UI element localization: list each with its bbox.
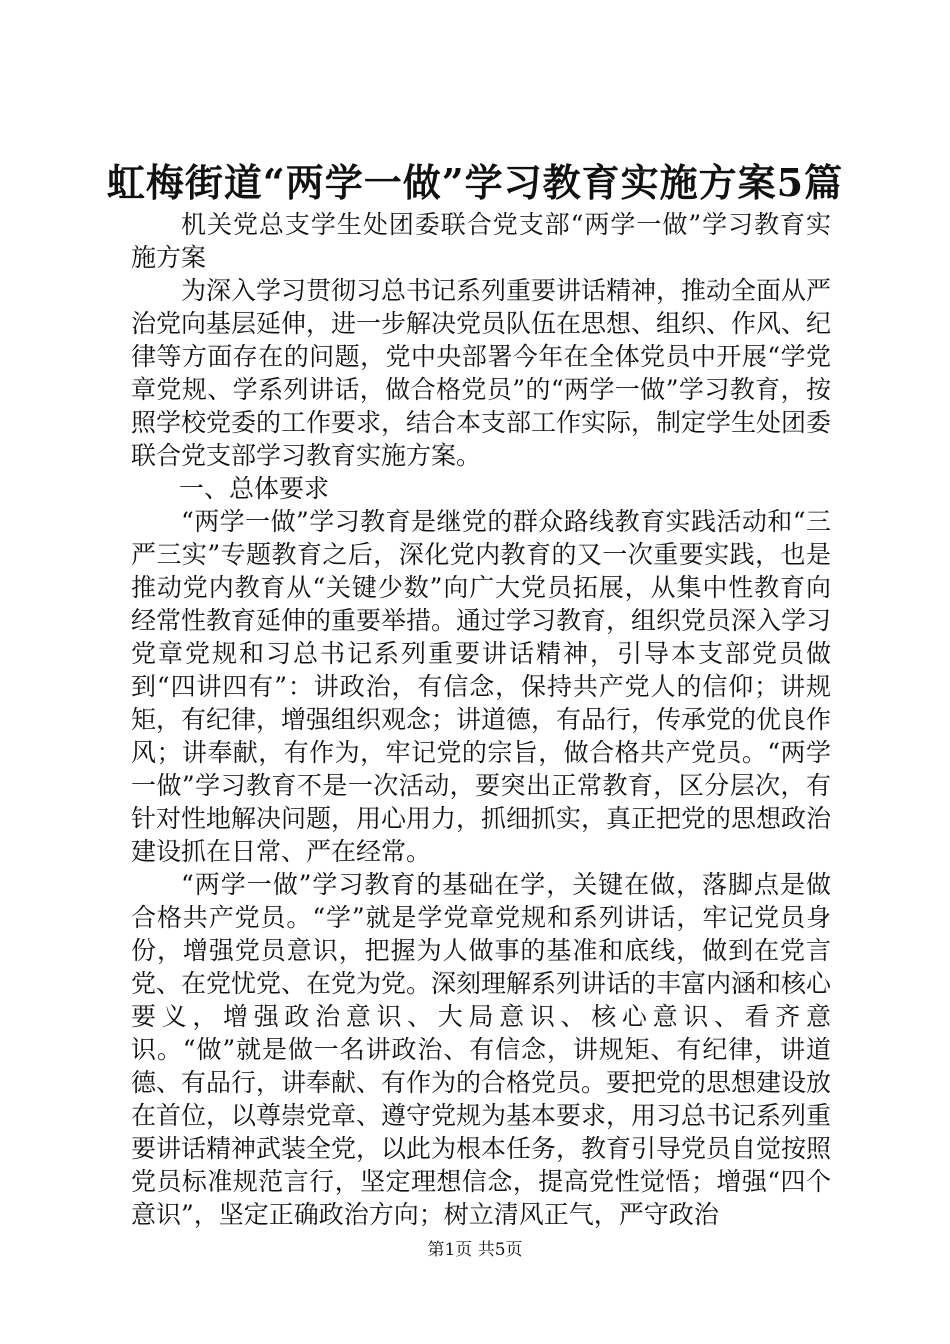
paragraph-body: “两学一做”学习教育的基础在学，关键在做，落脚点是做合格共产党员。“学”就是学党章党规和系列讲话，牢记党员身份，增强党员意识，把握为人做事的基准和底线，做到在党言党、在党忧党、在党为党。深刻理解系列讲话的丰富内涵和核心要义，增强政治意识、大局意识、核心意识、看齐意识。“做”就是做一名讲政治、有信念，讲规矩、有纪律，讲道德、有品行，讲奉献、有作为的合格党员。要把党的思想建设放在首位，以尊崇党章、遵守党规为基本要求，用习总书记系列重要讲话精神武装全党，以此为根本任务，教育引导党员自觉按照党员标准规范言行，坚定理想信念，提高党性觉悟；增强“四个意识”，坚定正确政治方向；树立清风正气，严守政治 — [131, 870, 832, 1229]
paragraph-subtitle: 机关党总支学生处团委联合党支部“两学一做”学习教育实施方案 — [131, 210, 831, 272]
section-heading: 一、总体要求 — [179, 474, 330, 503]
document-body — [131, 208, 831, 1231]
page-number-footer: 第1页 共5页 — [427, 1240, 523, 1260]
paragraph-intro: 为深入学习贯彻习总书记系列重要讲话精神，推动全面从严治党向基层延伸，进一步解决党员队伍在思想、组织、作风、纪律等方面存在的问题，党中央部署今年在全体党员中开展“学党章党规、学系列讲话，做合格党员”的“两学一做”学习教育，按照学校党委的工作要求，结合本支部工作实际，制定学生处团委联合党支部学习教育实施方案。 — [131, 276, 832, 470]
paragraph-body: “两学一做”学习教育是继党的群众路线教育实践活动和“三严三实”专题教育之后，深化党内教育的又一次重要实践，也是推动党内教育从“关键少数”向广大党员拓展，从集中性教育向经常性教育延伸的重要举措。通过学习教育，组织党员深入学习党章党规和习总书记系列重要讲话精神，引导本支部党员做到“四讲四有”：讲政治，有信念，保持共产党人的信仰；讲规矩，有纪律，增强组织观念；讲道德，有品行，传承党的优良作风；讲奉献，有作为，牢记党的宗旨，做合格共产党员。“两学一做”学习教育不是一次活动，要突出正常教育，区分层次，有针对性地解决问题，用心用力，抓细抓实，真正把党的思想政治建设抓在日常、严在经常。 — [131, 507, 832, 866]
document-title: 虹梅街道“两学一做”学习教育实施方案5篇 — [106, 160, 844, 205]
